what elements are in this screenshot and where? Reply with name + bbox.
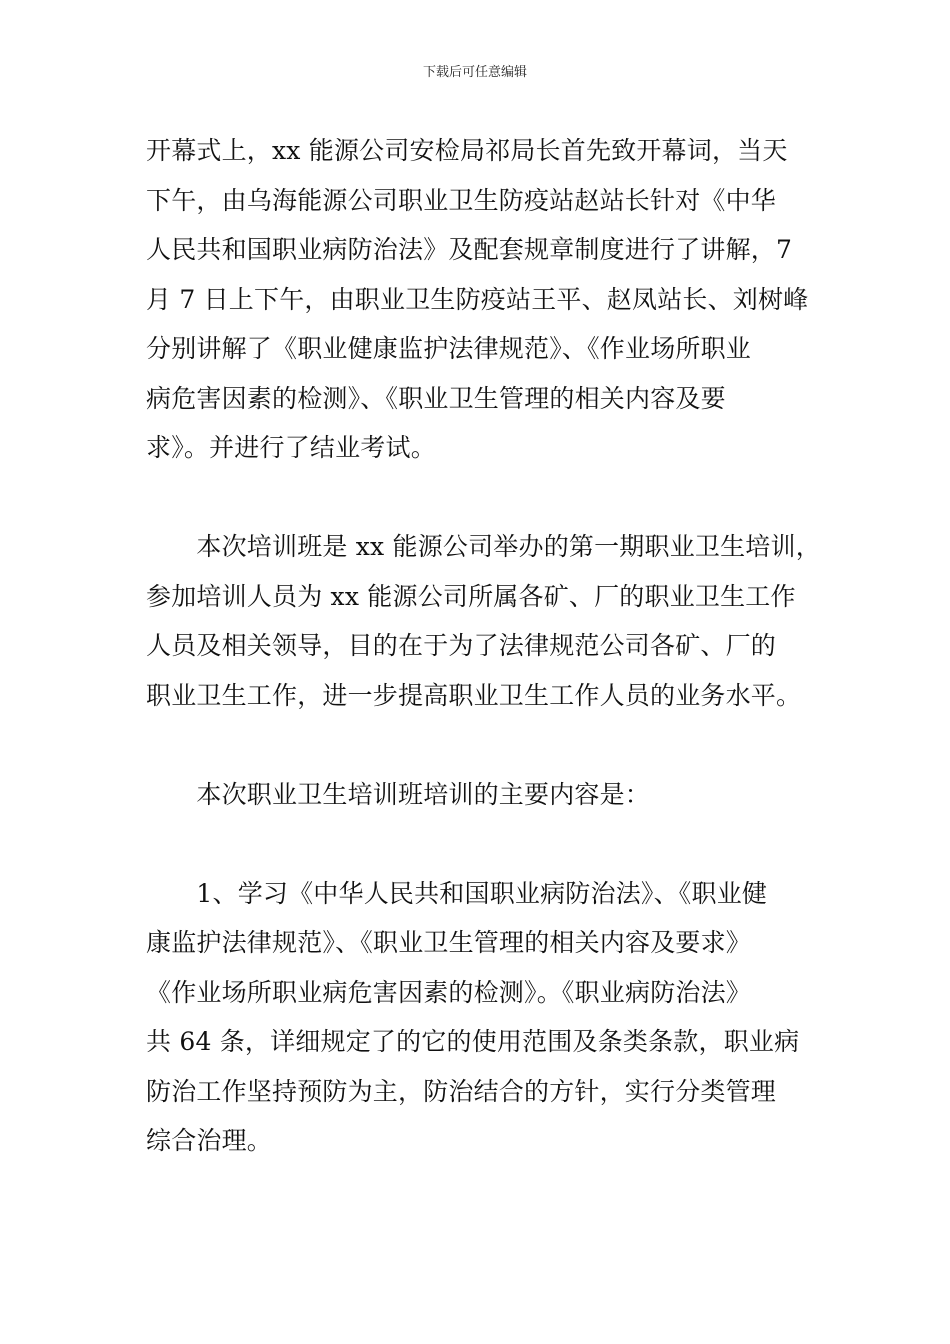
text-line: 开幕式上，xx 能源公司安检局祁局长首先致开幕词，当天 <box>146 136 788 165</box>
paragraph-training-purpose <box>146 522 821 720</box>
text-line: 病危害因素的检测》、《职业卫生管理的相关内容及要 <box>146 383 726 413</box>
text-line: 本次培训班是 xx 能源公司举办的第一期职业卫生培训， <box>146 532 821 561</box>
text-line: 分别讲解了《职业健康监护法律规范》、《作业场所职业 <box>146 334 752 363</box>
text-line: 人民共和国职业病防治法》及配套规章制度进行了讲解，7 <box>146 235 793 264</box>
text-line: 求》。并进行了结业考试。 <box>146 433 436 462</box>
paragraph-spacer <box>146 819 810 869</box>
text-line: 防治工作坚持预防为主，防治结合的方针，实行分类管理 <box>146 1076 777 1106</box>
text-line: 下午，由乌海能源公司职业卫生防疫站赵站长针对《中华 <box>146 185 777 215</box>
text-line: 职业卫生工作，进一步提高职业卫生工作人员的业务水平。 <box>146 680 802 710</box>
page-header: 下载后可任意编辑 <box>422 65 527 80</box>
paragraph-opening-ceremony <box>146 126 810 473</box>
paragraph-spacer <box>146 473 810 523</box>
text-line: 1、学习《中华人民共和国职业病防治法》、《职业健 <box>146 878 768 908</box>
document-body <box>146 126 821 1166</box>
text-line: 月 7 日上下午，由职业卫生防疫站王平、赵凤站长、刘树峰 <box>146 284 809 314</box>
paragraph-main-content-intro <box>146 770 810 820</box>
text-line: 参加培训人员为 xx 能源公司所属各矿、厂的职业卫生工作 <box>146 581 796 611</box>
text-line: 共 64 条，详细规定了的它的使用范围及条类条款，职业病 <box>146 1027 800 1056</box>
text-line: 人员及相关领导，目的在于为了法律规范公司各矿、厂的 <box>146 631 777 660</box>
text-line: 《作业场所职业病危害因素的检测》。《职业病防治法》 <box>146 977 752 1007</box>
text-line: 康监护法律规范》、《职业卫生管理的相关内容及要求》 <box>146 928 752 957</box>
text-line: 本次职业卫生培训班培训的主要内容是： <box>146 779 651 809</box>
paragraph-spacer <box>146 720 810 770</box>
paragraph-item-1 <box>146 869 810 1166</box>
text-line: 综合治理。 <box>146 1126 273 1155</box>
